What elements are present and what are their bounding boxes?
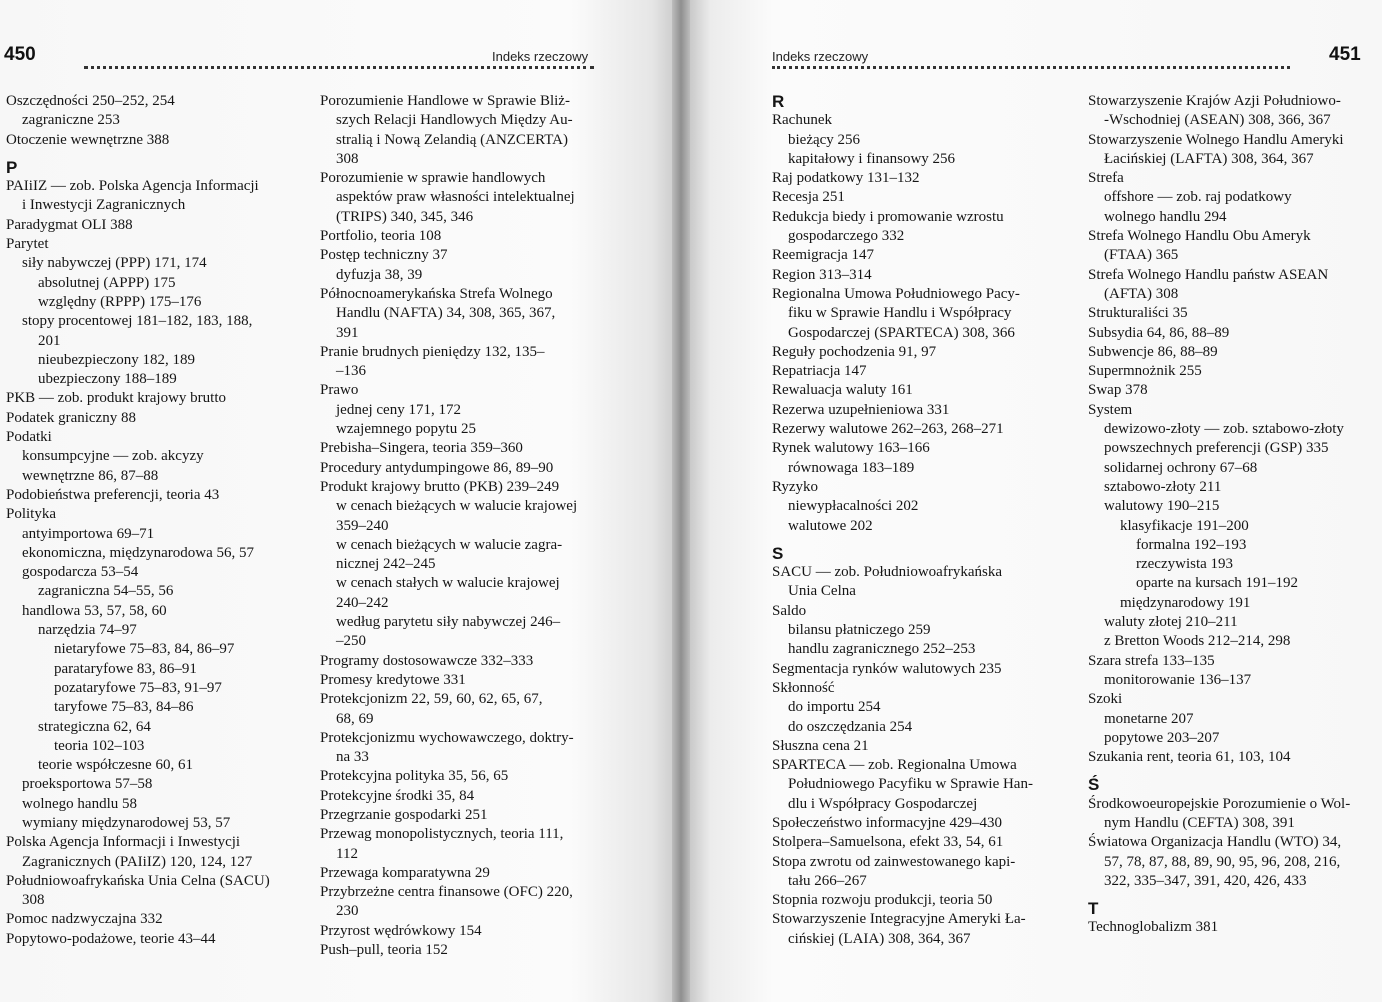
- index-entry: zagraniczna 54–55, 56: [38, 583, 174, 600]
- index-entry: dyfuzja 38, 39: [336, 266, 423, 283]
- left-page: [0, 0, 672, 1002]
- index-entry: –250: [336, 633, 366, 650]
- index-entry: (FTAA) 365: [1104, 247, 1179, 264]
- index-entry: Stowarzyszenie Wolnego Handlu Ameryki: [1088, 131, 1344, 148]
- index-column-left-1: [6, 92, 288, 949]
- index-entry: Pomoc nadzwyczajna 332: [6, 911, 163, 928]
- index-letter-heading: S: [772, 543, 784, 563]
- index-entry: z Bretton Woods 212–214, 298: [1104, 633, 1291, 650]
- index-entry: bilansu płatniczego 259: [788, 622, 931, 639]
- index-entry: Protekcjonizm 22, 59, 60, 62, 65, 67,: [320, 691, 543, 708]
- index-entry: Rezerwy walutowe 262–263, 268–271: [772, 421, 1004, 438]
- index-entry: (AFTA) 308: [1104, 285, 1179, 302]
- index-entry: Repatriacja 147: [772, 363, 867, 380]
- index-entry: Pranie brudnych pieniędzy 132, 135–: [320, 343, 545, 360]
- index-entry: wzajemnego popytu 25: [336, 421, 476, 438]
- page-number: 450: [4, 44, 36, 65]
- index-entry: SACU — zob. Południowoafrykańska: [772, 564, 1002, 581]
- index-entry: Procedury antydumpingowe 86, 89–90: [320, 459, 554, 476]
- index-entry: 308: [336, 150, 359, 167]
- index-entry: Strefa Wolnego Handlu państw ASEAN: [1088, 266, 1329, 283]
- index-entry: powszechnych preferencji (GSP) 335: [1104, 440, 1329, 457]
- index-entry: 322, 335–347, 391, 420, 426, 433: [1104, 872, 1307, 889]
- index-entry: Reguły pochodzenia 91, 97: [772, 343, 937, 360]
- index-entry: Raj podatkowy 131–132: [772, 170, 920, 187]
- index-entry: Saldo: [772, 602, 807, 619]
- index-entry: Swap 378: [1088, 382, 1148, 399]
- index-entry: na 33: [336, 749, 369, 766]
- index-entry: kapitałowy i finansowy 256: [788, 150, 956, 167]
- index-entry: Polska Agencja Informacji i Inwestycji: [6, 834, 241, 851]
- index-entry: wewnętrzne 86, 87–88: [22, 467, 159, 484]
- index-entry: Podatek graniczny 88: [6, 409, 136, 426]
- index-entry: 112: [336, 845, 358, 862]
- index-entry: fiku w Sprawie Handlu i Współpracy: [788, 305, 1012, 322]
- index-entry: Szara strefa 133–135: [1088, 652, 1215, 669]
- index-entry: wymiany międzynarodowej 53, 57: [22, 814, 231, 831]
- index-entry: nicznej 242–245: [336, 556, 436, 573]
- index-entry: narzędzia 74–97: [38, 622, 137, 639]
- index-column-left-2: [320, 92, 596, 960]
- index-entry: walutowe 202: [788, 517, 873, 534]
- index-entry: strategiczna 62, 64: [38, 718, 151, 735]
- index-entry: Zagranicznych (PAIiIZ) 120, 124, 127: [22, 853, 253, 870]
- index-entry: Recesja 251: [772, 189, 845, 206]
- index-entry: Słuszna cena 21: [772, 737, 869, 754]
- index-entry: antyimportowa 69–71: [22, 525, 155, 542]
- index-entry: Popytowo-podażowe, teorie 43–44: [6, 930, 216, 947]
- index-entry: –136: [336, 363, 366, 380]
- index-entry: stralią i Nową Zelandią (ANZCERTA): [336, 131, 568, 148]
- index-entry: zagraniczne 253: [22, 112, 120, 129]
- index-entry: nietaryfowe 75–83, 84, 86–97: [54, 641, 235, 658]
- index-entry: do oszczędzania 254: [788, 718, 913, 735]
- index-entry: Południowoafrykańska Unia Celna (SACU): [6, 872, 270, 889]
- index-entry: Szoki: [1088, 691, 1123, 708]
- index-entry: tału 266–267: [788, 872, 867, 889]
- page-number: 451: [1329, 44, 1361, 65]
- index-entry: walutowy 190–215: [1104, 498, 1220, 515]
- running-head: Indeks rzeczowy: [492, 49, 589, 64]
- index-entry: bieżący 256: [788, 131, 861, 148]
- index-entry: Subwencje 86, 88–89: [1088, 343, 1218, 360]
- index-entry: Południowego Pacyfiku w Sprawie Han-: [788, 776, 1033, 793]
- index-entry: 308: [22, 892, 45, 909]
- index-entry: Region 313–314: [772, 266, 872, 283]
- index-entry: monetarne 207: [1104, 710, 1194, 727]
- index-entry: Supermnożnik 255: [1088, 363, 1202, 380]
- index-entry: Unia Celna: [788, 583, 856, 600]
- index-entry: Push–pull, teoria 152: [320, 942, 448, 959]
- dotted-rule: [84, 66, 594, 75]
- index-letter-heading: R: [772, 92, 785, 111]
- index-entry: ekonomiczna, międzynarodowa 56, 57: [22, 544, 255, 561]
- index-letter-heading: T: [1088, 899, 1099, 919]
- index-entry: handlowa 53, 57, 58, 60: [22, 602, 167, 619]
- index-entry: jednej ceny 171, 172: [336, 401, 461, 418]
- index-entry: formalna 192–193: [1136, 536, 1247, 553]
- index-entry: Strefa Wolnego Handlu Obu Ameryk: [1088, 228, 1311, 245]
- index-entry: 230: [336, 903, 359, 920]
- index-entry: Postęp techniczny 37: [320, 247, 448, 264]
- index-letter-heading: P: [6, 157, 18, 177]
- index-entry: Rachunek: [772, 112, 832, 129]
- index-entry: wolnego handlu 58: [22, 795, 137, 812]
- index-entry: Produkt krajowy brutto (PKB) 239–249: [320, 478, 560, 495]
- index-entry: Społeczeństwo informacyjne 429–430: [772, 814, 1002, 831]
- index-entry: w cenach bieżących w walucie krajowej: [336, 498, 578, 515]
- index-entry: 68, 69: [336, 710, 374, 727]
- index-column-right-2: [1088, 92, 1368, 938]
- index-entry: pozataryfowe 75–83, 91–97: [54, 679, 222, 696]
- index-entry: klasyfikacje 191–200: [1120, 517, 1249, 534]
- index-entry: niewypłacalności 202: [788, 498, 919, 515]
- index-entry: Porozumienie w sprawie handlowych: [320, 170, 546, 187]
- index-entry: Protekcyjne środki 35, 84: [320, 787, 475, 804]
- index-entry: Strukturaliści 35: [1088, 305, 1188, 322]
- index-entry: cińskiej (LAIA) 308, 364, 367: [788, 930, 971, 947]
- index-entry: Stopnia rozwoju produkcji, teoria 50: [772, 892, 993, 909]
- index-entry: Rewaluacja waluty 161: [772, 382, 913, 399]
- index-entry: międzynarodowy 191: [1120, 594, 1251, 611]
- index-entry: Strefa: [1088, 170, 1124, 187]
- index-entry: Subsydia 64, 86, 88–89: [1088, 324, 1230, 341]
- index-entry: Oszczędności 250–252, 254: [6, 93, 175, 109]
- index-entry: solidarnej ochrony 67–68: [1104, 459, 1258, 476]
- index-entry: Podobieństwa preferencji, teoria 43: [6, 486, 220, 503]
- index-entry: Prebisha–Singera, teoria 359–360: [320, 440, 523, 457]
- index-entry: Rezerwa uzupełnieniowa 331: [772, 401, 950, 418]
- index-entry: Przegrzanie gospodarki 251: [320, 806, 488, 823]
- index-entry: waluty złotej 210–211: [1104, 614, 1238, 631]
- index-entry: Stopa zwrotu od zainwestowanego kapi-: [772, 853, 1016, 870]
- index-entry: teoria 102–103: [54, 737, 145, 754]
- index-entry: Przyrost wędrówkowy 154: [320, 922, 482, 939]
- index-entry: 391: [336, 324, 359, 341]
- index-entry: Redukcja biedy i promowanie wzrostu: [772, 208, 1004, 225]
- index-entry: PAIiIZ — zob. Polska Agencja Informacji: [6, 178, 259, 195]
- index-entry: Środkowoeuropejskie Porozumienie o Wol-: [1088, 795, 1351, 812]
- index-entry: według parytetu siły nabywczej 246–: [336, 614, 561, 631]
- index-entry: Szukania rent, teoria 61, 103, 104: [1088, 749, 1291, 766]
- index-entry: w cenach bieżących w walucie zagra-: [336, 536, 563, 553]
- index-entry: konsumpcyjne — zob. akcyzy: [22, 448, 204, 465]
- index-entry: Stowarzyszenie Krajów Azji Południowo-: [1088, 93, 1341, 109]
- index-entry: sztabowo-złoty 211: [1104, 478, 1222, 495]
- index-entry: i Inwestycji Zagranicznych: [22, 197, 186, 214]
- index-entry: Portfolio, teoria 108: [320, 228, 442, 245]
- index-entry: Segmentacja rynków walutowych 235: [772, 660, 1002, 677]
- index-entry: gospodarcza 53–54: [22, 564, 139, 581]
- index-entry: w cenach stałych w walucie krajowej: [336, 575, 560, 592]
- index-entry: (TRIPS) 340, 345, 346: [336, 208, 474, 225]
- index-entry: Podatki: [6, 429, 52, 446]
- index-entry: Technoglobalizm 381: [1088, 919, 1219, 936]
- index-entry: Regionalna Umowa Południowego Pacy-: [772, 285, 1020, 302]
- index-entry: Przewaga komparatywna 29: [320, 864, 490, 881]
- index-entry: siły nabywczej (PPP) 171, 174: [22, 255, 207, 272]
- index-entry: nieubezpieczony 182, 189: [38, 351, 196, 368]
- index-entry: taryfowe 75–83, 84–86: [54, 699, 194, 716]
- index-entry: teorie współczesne 60, 61: [38, 757, 193, 774]
- index-entry: Stolpera–Samuelsona, efekt 33, 54, 61: [772, 834, 1004, 851]
- index-entry: dewizowo-złoty — zob. sztabowo-złoty: [1104, 421, 1344, 438]
- index-entry: Handlu (NAFTA) 34, 308, 365, 367,: [336, 305, 556, 322]
- index-entry: ubezpieczony 188–189: [38, 371, 177, 388]
- index-letter-heading: Ś: [1088, 775, 1100, 795]
- index-entry: 240–242: [336, 594, 389, 611]
- index-entry: aspektów praw własności intelektualnej: [336, 189, 575, 206]
- index-entry: PKB — zob. produkt krajowy brutto: [6, 390, 226, 407]
- index-entry: stopy procentowej 181–182, 183, 188,: [22, 313, 253, 330]
- index-entry: Prawo: [320, 382, 359, 399]
- index-entry: proeksportowa 57–58: [22, 776, 153, 793]
- index-entry: Ryzyko: [772, 478, 819, 495]
- index-entry: Przybrzeżne centra finansowe (OFC) 220,: [320, 884, 573, 901]
- index-entry: rzeczywista 193: [1136, 556, 1234, 573]
- dotted-rule: [772, 66, 1290, 75]
- index-entry: Przewag monopolistycznych, teoria 111,: [320, 826, 564, 843]
- index-entry: 359–240: [336, 517, 389, 534]
- index-entry: Promesy kredytowe 331: [320, 671, 466, 688]
- index-entry: Polityka: [6, 506, 57, 523]
- running-head: Indeks rzeczowy: [772, 49, 869, 64]
- index-entry: Północnoamerykańska Strefa Wolnego: [320, 285, 553, 302]
- index-entry: popytowe 203–207: [1104, 729, 1220, 746]
- index-entry: parataryfowe 83, 86–91: [54, 660, 197, 677]
- index-entry: Łacińskiej (LAFTA) 308, 364, 367: [1104, 150, 1314, 167]
- index-entry: Skłonność: [772, 679, 835, 696]
- index-entry: dlu i Współpracy Gospodarczej: [788, 795, 978, 812]
- index-entry: Paradygmat OLI 388: [6, 216, 133, 233]
- book-spine: [672, 0, 690, 1002]
- index-entry: Programy dostosowawcze 332–333: [320, 652, 534, 669]
- index-entry: Gospodarczej (SPARTECA) 308, 366: [788, 324, 1015, 341]
- index-entry: szych Relacji Handlowych Między Au-: [336, 112, 573, 129]
- index-entry: offshore — zob. raj podatkowy: [1104, 189, 1292, 206]
- index-entry: handlu zagranicznego 252–253: [788, 641, 976, 658]
- index-entry: Otoczenie wewnętrzne 388: [6, 131, 170, 148]
- index-entry: do importu 254: [788, 699, 881, 716]
- index-entry: Światowa Organizacja Handlu (WTO) 34,: [1088, 834, 1342, 851]
- index-column-right-1: [772, 92, 1056, 949]
- index-entry: Protekcjonizmu wychowawczego, doktry-: [320, 729, 574, 746]
- index-entry: wolnego handlu 294: [1104, 208, 1227, 225]
- index-entry: Reemigracja 147: [772, 247, 875, 264]
- index-entry: 201: [38, 332, 61, 349]
- index-entry: Rynek walutowy 163–166: [772, 440, 930, 457]
- index-entry: 57, 78, 87, 88, 89, 90, 95, 96, 208, 216,: [1104, 853, 1341, 870]
- index-entry: System: [1088, 401, 1133, 418]
- index-entry: gospodarczego 332: [788, 228, 905, 245]
- right-page: [690, 0, 1382, 1002]
- index-entry: SPARTECA — zob. Regionalna Umowa: [772, 757, 1017, 774]
- index-entry: absolutnej (APPP) 175: [38, 274, 176, 291]
- index-entry: monitorowanie 136–137: [1104, 671, 1252, 688]
- index-entry: względny (RPPP) 175–176: [38, 293, 202, 310]
- index-entry: nym Handlu (CEFTA) 308, 391: [1104, 814, 1295, 831]
- index-entry: równowaga 183–189: [788, 459, 915, 476]
- index-entry: Parytet: [6, 236, 49, 253]
- index-entry: Protekcyjna polityka 35, 56, 65: [320, 768, 509, 785]
- index-entry: -Wschodniej (ASEAN) 308, 366, 367: [1104, 112, 1331, 129]
- index-entry: oparte na kursach 191–192: [1136, 575, 1299, 592]
- index-entry: Porozumienie Handlowe w Sprawie Bliż-: [320, 93, 570, 109]
- index-entry: Stowarzyszenie Integracyjne Ameryki Ła-: [772, 911, 1026, 928]
